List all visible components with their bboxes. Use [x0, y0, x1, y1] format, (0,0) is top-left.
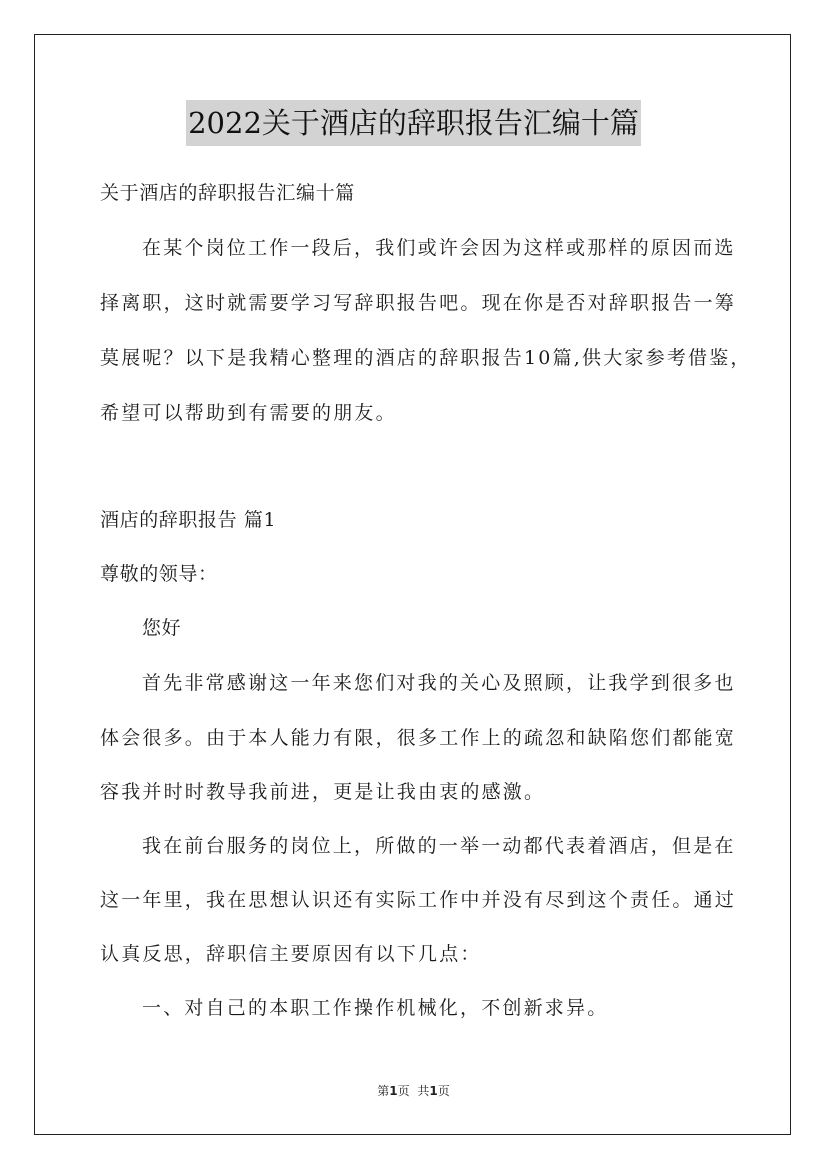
- page-suffix: 页: [397, 1084, 410, 1098]
- page-number: 1: [389, 1084, 398, 1098]
- section-heading: 酒店的辞职报告 篇1: [100, 509, 277, 531]
- body-line-1: 首先非常感谢这一年来您们对我的关心及照顾，让我学到很多也: [142, 672, 736, 694]
- document-title: 2022关于酒店的辞职报告汇编十篇: [186, 100, 641, 146]
- body-line-3: 容我并时时教导我前进，更是让我由衷的感激。: [100, 781, 546, 803]
- intro-line-3: 莫展呢？以下是我精心整理的酒店的辞职报告10篇,供大家参考借鉴，: [100, 347, 752, 369]
- total-prefix: 共: [417, 1084, 430, 1098]
- body-line-4: 我在前台服务的岗位上，所做的一举一动都代表着酒店，但是在: [142, 835, 736, 857]
- subtitle-line: 关于酒店的辞职报告汇编十篇: [100, 182, 355, 204]
- intro-line-1: 在某个岗位工作一段后，我们或许会因为这样或那样的原因而选: [142, 237, 736, 259]
- page-prefix: 第: [377, 1084, 390, 1098]
- body-line-5: 这一年里，我在思想认识还有实际工作中并没有尽到这个责任。通过: [100, 889, 737, 911]
- greeting: 您好: [142, 617, 182, 639]
- total-number: 1: [429, 1084, 438, 1098]
- body-line-2: 体会很多。由于本人能力有限，很多工作上的疏忽和缺陷您们都能宽: [100, 727, 737, 749]
- salutation: 尊敬的领导：: [100, 563, 218, 585]
- title-wrap: [0, 100, 827, 146]
- body-line-7: 一、对自己的本职工作操作机械化，不创新求异。: [142, 997, 609, 1019]
- intro-line-2: 择离职，这时就需要学习写辞职报告吧。现在你是否对辞职报告一筹: [100, 292, 737, 314]
- total-suffix: 页: [437, 1084, 450, 1098]
- intro-line-4: 希望可以帮助到有需要的朋友。: [100, 402, 397, 424]
- body-line-6: 认真反思，辞职信主要原因有以下几点：: [100, 943, 482, 965]
- page-footer: [0, 1082, 827, 1099]
